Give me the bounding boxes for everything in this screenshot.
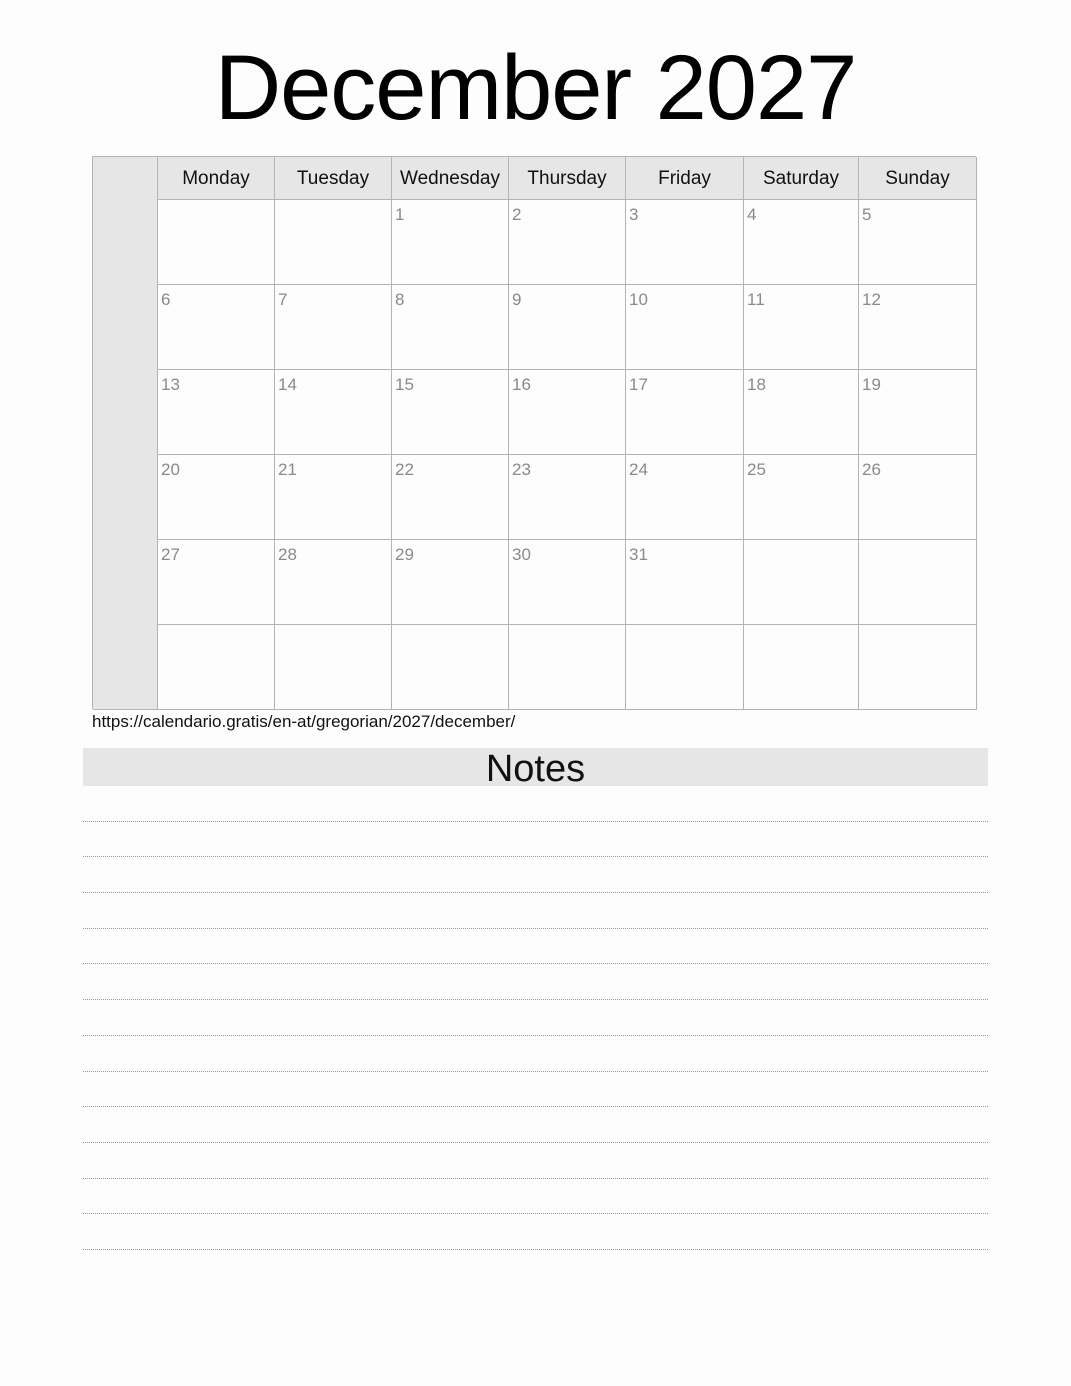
note-line[interactable] [83, 1179, 988, 1215]
note-line[interactable] [83, 1143, 988, 1179]
day-cell[interactable]: 6 [158, 285, 275, 370]
day-cell[interactable]: 9 [509, 285, 626, 370]
day-cell[interactable]: 22 [392, 455, 509, 540]
day-cell[interactable] [859, 625, 977, 710]
day-cell[interactable] [275, 200, 392, 285]
source-url: https://calendario.gratis/en-at/gregorian/2027/december/ [92, 712, 516, 731]
weekday-header: Wednesday [392, 157, 509, 200]
week-number-column [93, 157, 158, 710]
day-cell[interactable]: 31 [626, 540, 744, 625]
notes-lines [83, 786, 988, 1250]
day-cell[interactable]: 20 [158, 455, 275, 540]
day-cell[interactable]: 12 [859, 285, 977, 370]
day-cell[interactable]: 3 [626, 200, 744, 285]
day-cell[interactable] [744, 540, 859, 625]
day-cell[interactable]: 24 [626, 455, 744, 540]
day-cell[interactable]: 27 [158, 540, 275, 625]
note-line[interactable] [83, 786, 988, 822]
weekday-header: Sunday [859, 157, 977, 200]
day-cell[interactable] [158, 625, 275, 710]
day-cell[interactable]: 23 [509, 455, 626, 540]
day-cell[interactable]: 14 [275, 370, 392, 455]
note-line[interactable] [83, 822, 988, 858]
day-cell[interactable]: 19 [859, 370, 977, 455]
day-cell[interactable]: 30 [509, 540, 626, 625]
day-cell[interactable] [392, 625, 509, 710]
day-cell[interactable] [509, 625, 626, 710]
note-line[interactable] [83, 857, 988, 893]
day-cell[interactable]: 10 [626, 285, 744, 370]
weekday-header: Friday [626, 157, 744, 200]
day-cell[interactable]: 25 [744, 455, 859, 540]
day-cell[interactable] [158, 200, 275, 285]
day-cell[interactable]: 28 [275, 540, 392, 625]
day-cell[interactable] [859, 540, 977, 625]
page-title: December 2027 [214, 37, 857, 139]
day-cell[interactable]: 8 [392, 285, 509, 370]
weekday-header: Monday [158, 157, 275, 200]
day-cell[interactable]: 5 [859, 200, 977, 285]
note-line[interactable] [83, 1072, 988, 1108]
day-cell[interactable] [626, 625, 744, 710]
calendar-grid [92, 156, 976, 709]
day-cell[interactable]: 21 [275, 455, 392, 540]
day-cell[interactable]: 7 [275, 285, 392, 370]
note-line[interactable] [83, 893, 988, 929]
day-cell[interactable]: 18 [744, 370, 859, 455]
day-cell[interactable] [275, 625, 392, 710]
note-line[interactable] [83, 1036, 988, 1072]
day-cell[interactable]: 29 [392, 540, 509, 625]
day-cell[interactable]: 13 [158, 370, 275, 455]
weekday-header: Tuesday [275, 157, 392, 200]
note-line[interactable] [83, 964, 988, 1000]
note-line[interactable] [83, 1214, 988, 1250]
day-cell[interactable]: 1 [392, 200, 509, 285]
day-cell[interactable]: 17 [626, 370, 744, 455]
weekday-header: Saturday [744, 157, 859, 200]
day-cell[interactable]: 11 [744, 285, 859, 370]
day-cell[interactable]: 16 [509, 370, 626, 455]
note-line[interactable] [83, 1000, 988, 1036]
day-cell[interactable]: 26 [859, 455, 977, 540]
notes-heading: Notes [83, 748, 988, 786]
day-cell[interactable] [744, 625, 859, 710]
day-cell[interactable]: 4 [744, 200, 859, 285]
day-cell[interactable]: 15 [392, 370, 509, 455]
note-line[interactable] [83, 929, 988, 965]
day-cell[interactable]: 2 [509, 200, 626, 285]
weekday-header: Thursday [509, 157, 626, 200]
note-line[interactable] [83, 1107, 988, 1143]
